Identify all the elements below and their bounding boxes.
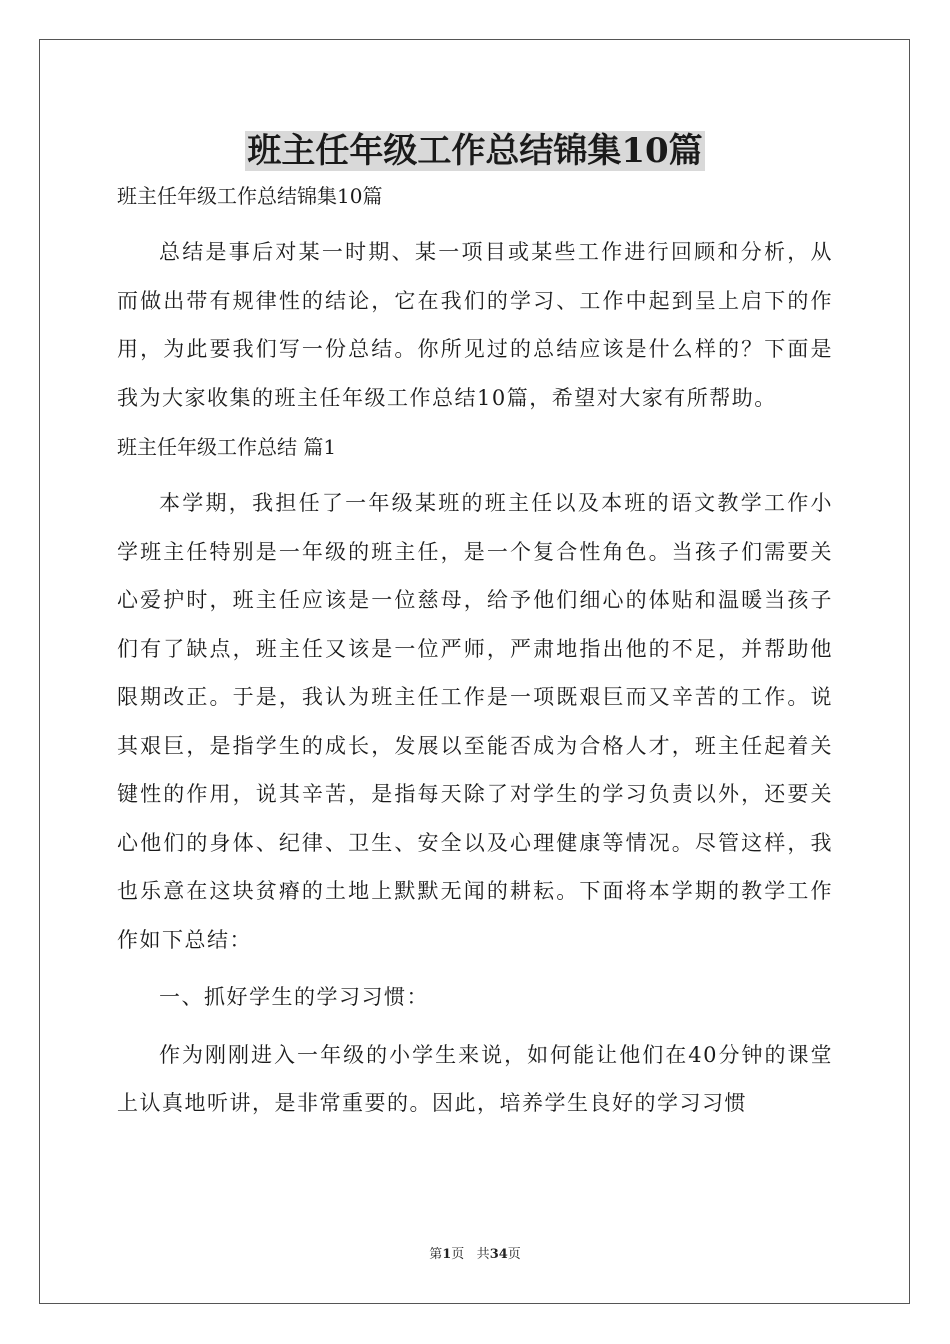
document-subtitle: 班主任年级工作总结锦集10篇 [117, 184, 383, 208]
document-title [117, 128, 833, 174]
footer-total-pages: 34 [489, 1247, 508, 1262]
footer-page-number: 1 [442, 1247, 452, 1262]
document-title-text: 班主任年级工作总结锦集10篇 [247, 131, 703, 171]
footer-total-suffix: 页 [507, 1247, 521, 1262]
footer-total-prefix: 共 [476, 1247, 490, 1262]
footer-page-prefix: 第 [429, 1247, 443, 1262]
section-heading: 班主任年级工作总结 篇1 [117, 435, 337, 459]
body-paragraph: 作为刚刚进入一年级的小学生来说，如何能让他们在40分钟的课堂上认真地听讲，是非常重要的。因此，培养学生良好的学习习惯 [117, 1042, 833, 1115]
body-paragraph: 本学期，我担任了一年级某班的班主任以及本班的语文教学工作小学班主任特别是一年级的班主任，是一个复合性角色。当孩子们需要关心爱护时，班主任应该是一位慈母，给予他们细心的体贴和温暖当孩子们有了缺点，班主任又该是一位严师，严肃地指出他的不足，并帮助他限期改正。于是，我认为班主任工作是一项既艰巨而又辛苦的工作。说其艰巨，是指学生的成长，发展以至能否成为合格人才，班主任起着关键性的作用，说其辛苦，是指每天除了对学生的学习负责以外，还要关心他们的身体、纪律、卫生、安全以及心理健康等情况。尽管这样，我也乐意在这块贫瘠的土地上默默无闻的耕耘。下面将本学期的教学工作作如下总结： [117, 491, 833, 952]
intro-paragraph: 总结是事后对某一时期、某一项目或某些工作进行回顾和分析，从而做出带有规律性的结论，它在我们的学习、工作中起到呈上启下的作用，为此要我们写一份总结。你所见过的总结应该是什么样的？下面是我为大家收集的班主任年级工作总结10篇，希望对大家有所帮助。 [117, 240, 833, 410]
footer-page-suffix: 页 [451, 1247, 465, 1262]
document-body [117, 128, 833, 1137]
page-footer [0, 1246, 950, 1264]
numbered-heading: 一、抓好学生的学习习惯： [159, 985, 429, 1009]
